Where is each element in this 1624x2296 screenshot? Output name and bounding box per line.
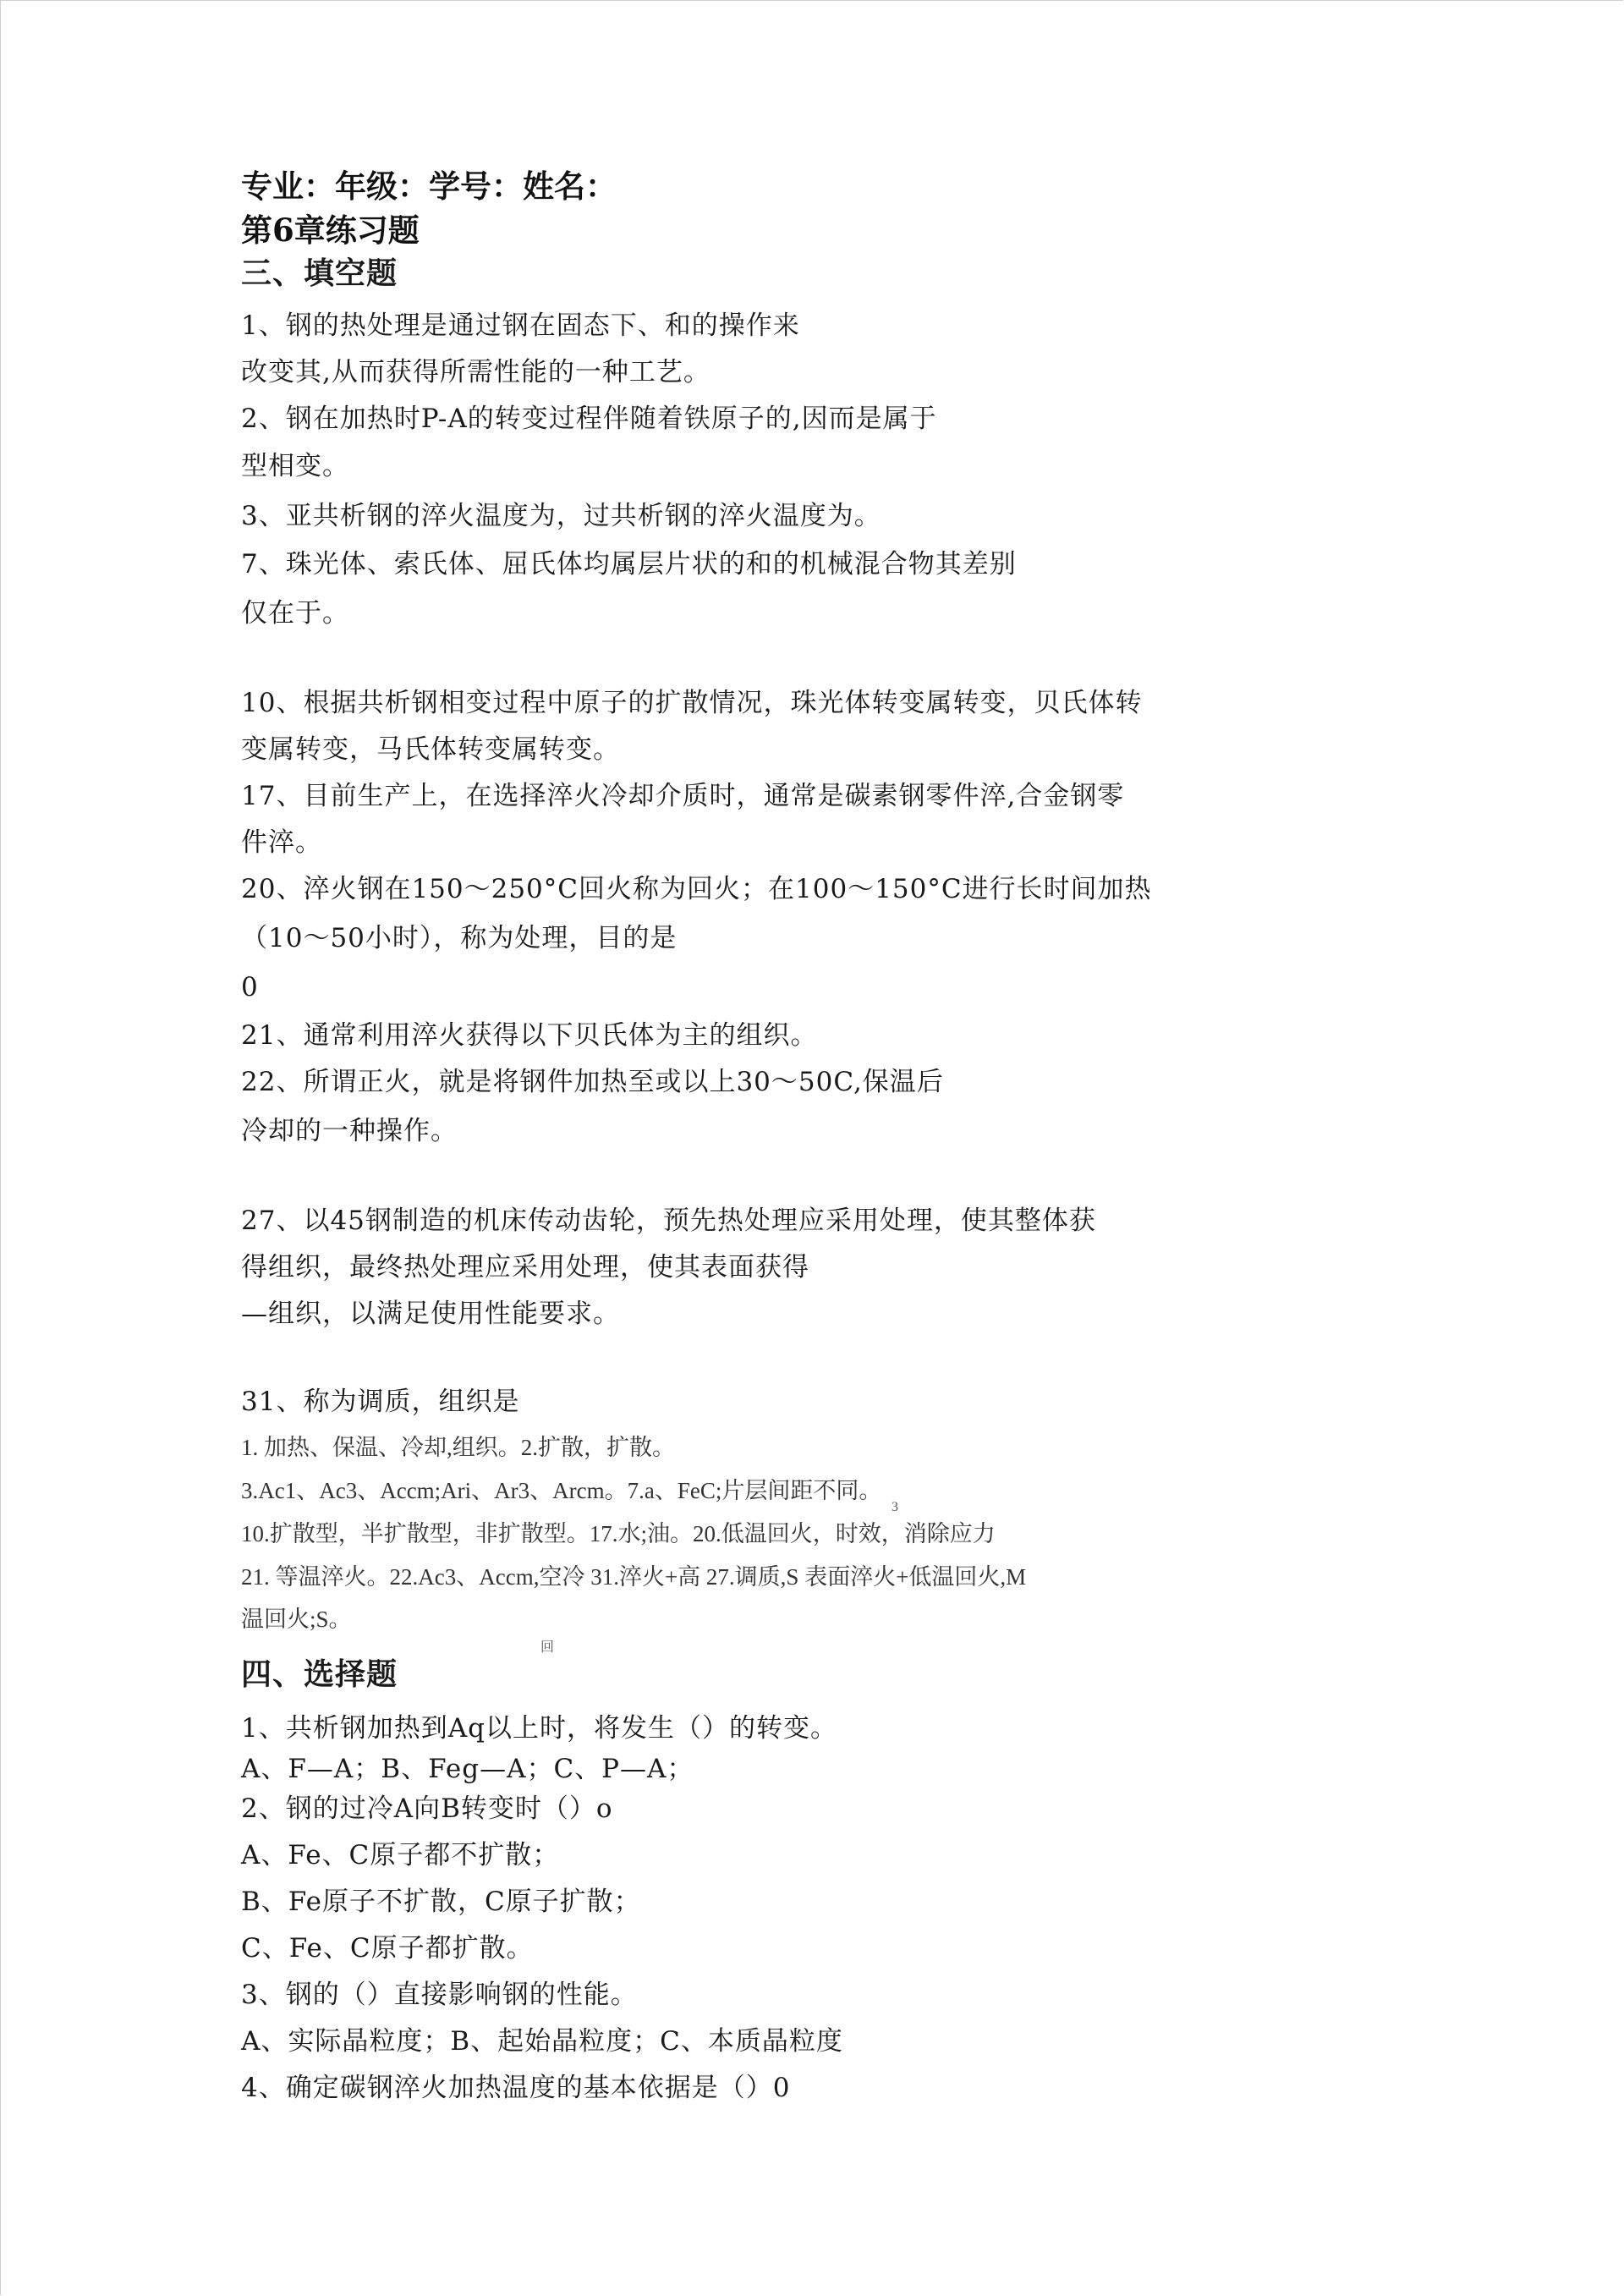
choice-line: A、F—A；B、Feg—A；C、P—A； [241, 1754, 694, 1784]
fill-line: 2、钢在加热时P-A的转变过程伴随着铁原子的,因而是属于 [241, 404, 937, 434]
fill-line: 7、珠光体、索氏体、屈氏体均属层片状的和的机械混合物其差别 [241, 549, 1017, 579]
answer-line: 1. 加热、保温、冷却,组织。2.扩散，扩散。 [241, 1435, 675, 1460]
choice-section-title: 四、选择题 [241, 1656, 398, 1692]
fill-line: 31、称为调质，组织是 [241, 1387, 520, 1417]
choice-line: B、Fe原子不扩散，C原子扩散； [241, 1887, 641, 1917]
fill-line: 1、钢的热处理是通过钢在固态下、和的操作来 [241, 310, 800, 341]
answer-superscript-mark: 3 [892, 1500, 898, 1514]
answer-line: 3.Ac1、Ac3、Accm;Ari、Ar3、Arcm。7.a、FeC;片层间距不同。 [241, 1478, 882, 1503]
choice-line: 2、钢的过冷A向B转变时（）o [241, 1793, 613, 1824]
fill-line: 0 [241, 972, 259, 1002]
fill-line: 10、根据共析钢相变过程中原子的扩散情况，珠光体转变属转变，贝氏体转 [241, 688, 1143, 718]
choice-line: 3、钢的（）直接影响钢的性能。 [241, 1980, 638, 2010]
fill-line: （10～50小时），称为处理，目的是 [241, 923, 678, 953]
student-info-line: 专业：年级：学号：姓名： [241, 168, 617, 205]
answer-line: 10.扩散型，半扩散型，非扩散型。17.水;油。20.低温回火，时效，消除应力 [241, 1521, 996, 1546]
choice-line: 1、共析钢加热到Aq以上时，将发生（）的转变。 [241, 1713, 837, 1744]
fill-line: 改变其,从而获得所需性能的一种工艺。 [241, 357, 710, 387]
choice-line: C、Fe、C原子都扩散。 [241, 1933, 534, 1964]
fill-line: 17、目前生产上，在选择淬火冷却介质时，通常是碳素钢零件淬,合金钢零 [241, 781, 1125, 811]
fill-line: 3、亚共析钢的淬火温度为，过共析钢的淬火温度为。 [241, 501, 881, 531]
choice-line: A、Fe、C原子都不扩散； [241, 1840, 560, 1870]
answer-small-mark: 回 [540, 1640, 555, 1655]
fill-line: 冷却的一种操作。 [241, 1116, 458, 1146]
fill-line: 27、以45钢制造的机床传动齿轮，预先热处理应采用处理，使其整体获 [241, 1206, 1096, 1236]
fill-line: 21、通常利用淬火获得以下贝氏体为主的组织。 [241, 1020, 818, 1051]
fill-line: 仅在于。 [241, 598, 349, 629]
answer-line: 21. 等温淬火。22.Ac3、Accm,空冷 31.淬火+高 27.调质,S 表面淬火+低温回火,M [241, 1564, 1027, 1590]
fill-line: 得组织，最终热处理应采用处理，使其表面获得 [241, 1252, 809, 1283]
choice-line: 4、确定碳钢淬火加热温度的基本依据是（）0 [241, 2073, 791, 2103]
fill-line: 22、所谓正火，就是将钢件加热至或以上30～50C,保温后 [241, 1067, 944, 1097]
fill-line: 型相变。 [241, 451, 349, 481]
choice-line: A、实际晶粒度；B、起始晶粒度；C、本质晶粒度 [241, 2026, 843, 2057]
fill-line: —组织，以满足使用性能要求。 [241, 1299, 620, 1329]
fill-line: 件淬。 [241, 827, 322, 858]
fill-line: 20、淬火钢在150～250°C回火称为回火；在100～150°C进行长时间加热 [241, 874, 1152, 904]
answer-line: 温回火;S。 [241, 1607, 352, 1632]
fill-line: 变属转变，马氏体转变属转变。 [241, 734, 620, 765]
chapter-title: 第6章练习题 [241, 211, 420, 249]
fill-section-title: 三、填空题 [241, 255, 398, 291]
